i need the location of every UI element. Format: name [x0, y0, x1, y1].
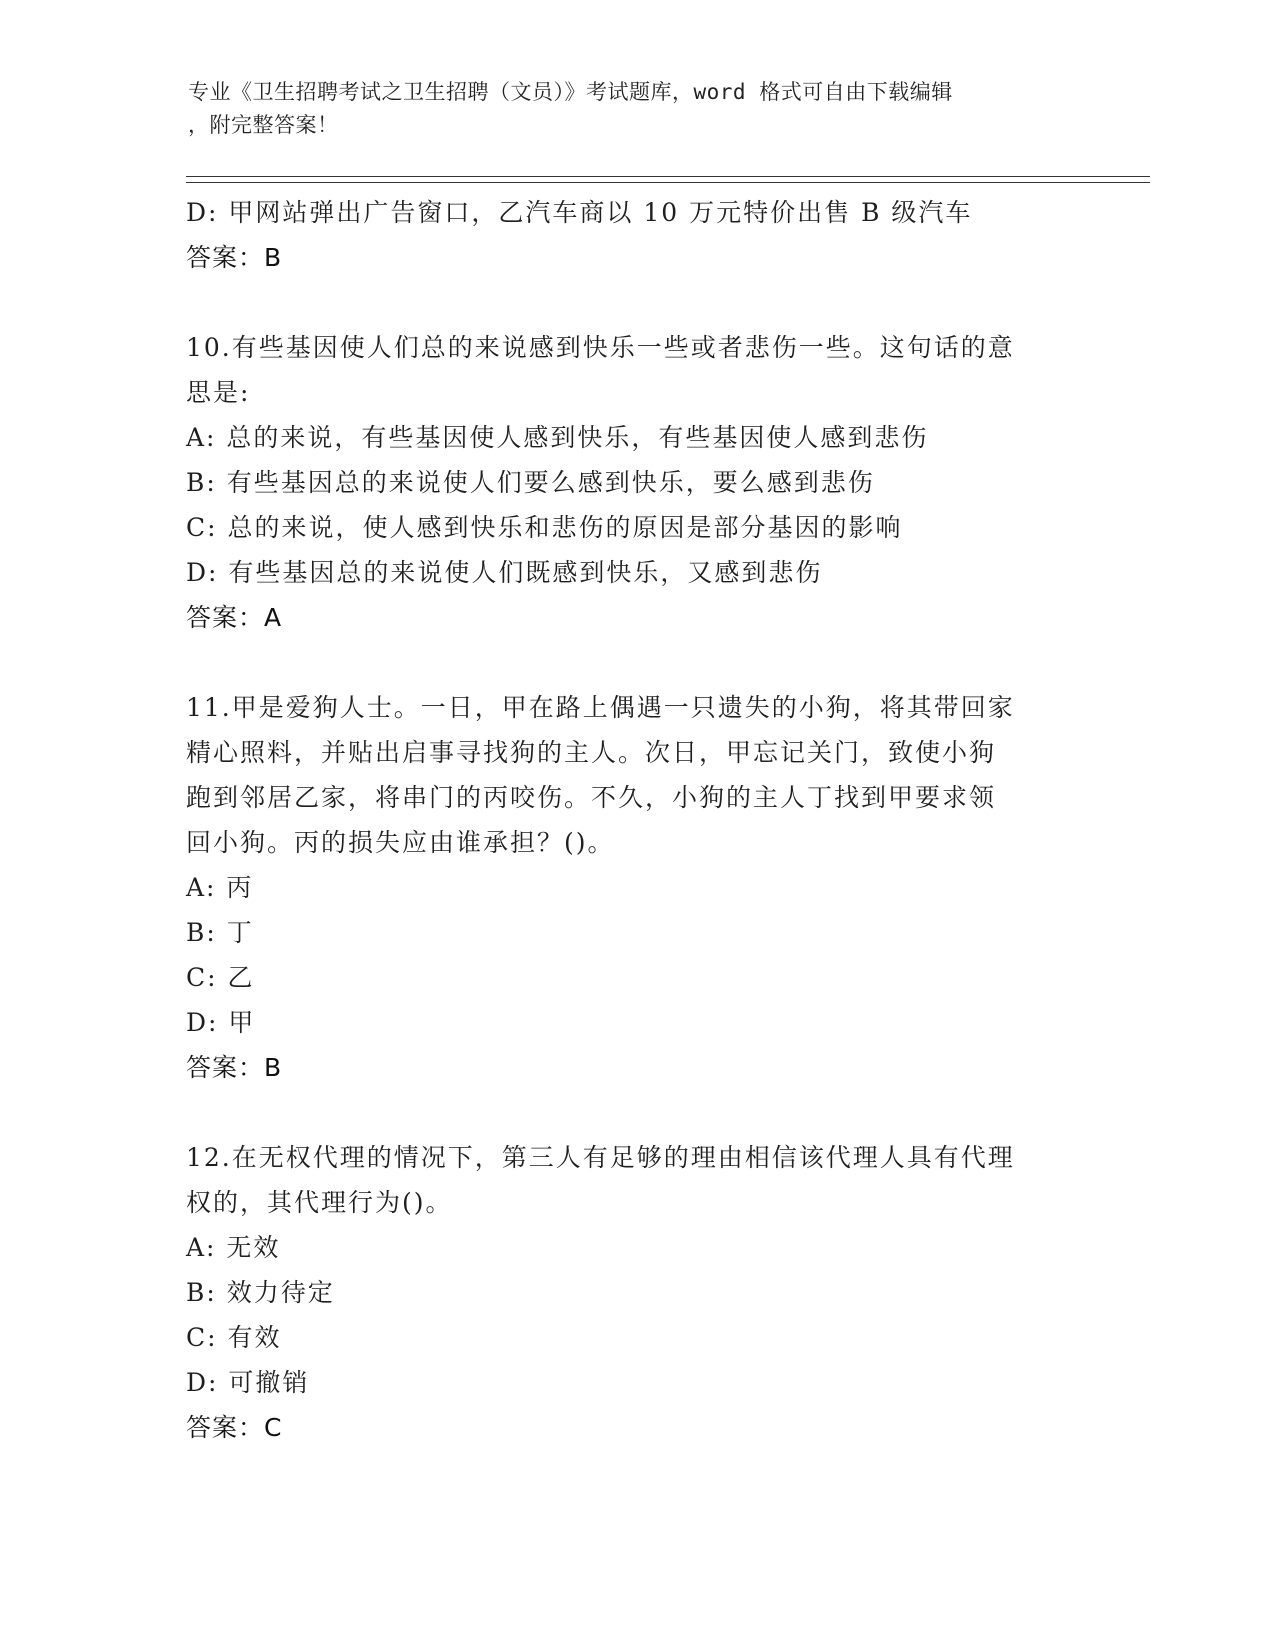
question-stem-line: 跑到邻居乙家，将串门的丙咬伤。不久，小狗的主人丁找到甲要求领 [186, 783, 997, 812]
answer-line: 答案：B [186, 1053, 283, 1082]
question-stem-line: 回小狗。丙的损失应由谁承担？()。 [186, 828, 615, 857]
option-a: A: 无效 [186, 1233, 281, 1262]
answer-line: 答案：B [186, 243, 283, 272]
option-d: D: 甲 [186, 1008, 256, 1037]
option-b: B: 效力待定 [186, 1278, 335, 1307]
option-b: B: 丁 [186, 918, 254, 947]
option-b: B: 有些基因总的来说使人们要么感到快乐，要么感到悲伤 [186, 468, 875, 497]
option-a: A: 丙 [186, 873, 254, 902]
spacer [186, 280, 1086, 325]
answer-line: 答案：C [186, 1413, 283, 1442]
question-10-stem [186, 325, 1086, 415]
header-line-2: ，附完整答案！ [188, 113, 339, 137]
option-d: D: 可撤销 [186, 1368, 310, 1397]
question-stem-line: 11.甲是爱狗人士。一日，甲在路上偶遇一只遗失的小狗，将其带回家 [186, 693, 1015, 722]
option-a: A: 总的来说，有些基因使人感到快乐，有些基因使人感到悲伤 [186, 423, 929, 452]
question-12-stem [186, 1135, 1086, 1225]
question-stem-line: 12.在无权代理的情况下，第三人有足够的理由相信该代理人具有代理 [186, 1143, 1015, 1172]
question-stem-line: 思是: [186, 378, 251, 407]
spacer [186, 1090, 1086, 1135]
question-stem-line: 权的，其代理行为()。 [186, 1188, 453, 1217]
answer-line: 答案：A [186, 603, 283, 632]
question-stem-line: 精心照料，并贴出启事寻找狗的主人。次日，甲忘记关门，致使小狗 [186, 738, 997, 767]
question-stem-line: 10.有些基因使人们总的来说感到快乐一些或者悲伤一些。这句话的意 [186, 333, 1015, 362]
document-header [188, 76, 1068, 142]
option-d: D: 甲网站弹出广告窗口，乙汽车商以 10 万元特价出售 B 级汽车 [186, 198, 973, 227]
spacer [186, 640, 1086, 685]
question-list [186, 190, 1086, 1450]
header-line-1: 专业《卫生招聘考试之卫生招聘（文员）》考试题库，word 格式可自由下载编辑 [188, 80, 953, 104]
option-c: C: 总的来说，使人感到快乐和悲伤的原因是部分基因的影响 [186, 513, 903, 542]
option-c: C: 有效 [186, 1323, 282, 1352]
header-divider [186, 176, 1150, 183]
option-d: D: 有些基因总的来说使人们既感到快乐，又感到悲伤 [186, 558, 823, 587]
option-c: C: 乙 [186, 963, 255, 992]
question-11-stem [186, 685, 1086, 865]
